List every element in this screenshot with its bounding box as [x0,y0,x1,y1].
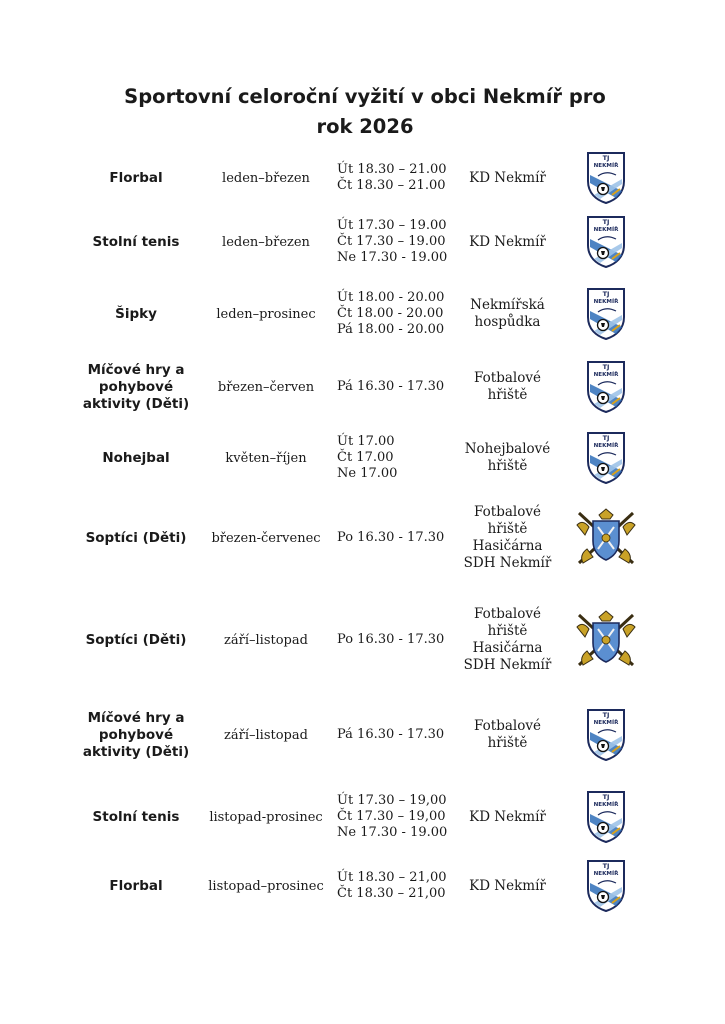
place-line: hospůdka [474,314,541,330]
period-text: listopad-prosinec [209,809,323,825]
times-line: Čt 17.30 – 19.00 [337,234,446,249]
svg-text:TJ: TJ [602,363,610,371]
place [455,426,560,490]
activity-line: Florbal [109,169,163,186]
activity-line: Stolní tenis [92,808,180,825]
club-logo [570,596,642,684]
tj-nekmir-crest-icon [586,859,626,913]
times-line: Čt 18.30 – 21.00 [337,178,446,193]
club-logo [570,859,642,913]
times-line: Út 17.00 [337,434,395,449]
club-logo [570,702,642,768]
activity-name [70,354,202,420]
activity-line: Míčové hry a [87,361,185,378]
title-line: rok 2026 [316,115,414,138]
schedule-row [0,859,725,913]
activity-line: pohybové [98,726,174,743]
period [205,151,327,205]
times [337,282,457,346]
activity-line: Nohejbal [102,449,170,466]
times [337,354,457,420]
place-line: KD Nekmíř [469,233,546,250]
place-line: hřiště [487,521,528,537]
place-line: SDH Nekmíř [463,657,552,673]
svg-text:TJ: TJ [602,434,610,442]
svg-text:TJ: TJ [602,218,610,226]
tj-nekmir-crest-icon [586,708,626,762]
times-line: Ne 17.30 - 19.00 [337,250,448,265]
place [455,786,560,848]
period [205,702,327,768]
svg-text:NEKMÍŘ: NEKMÍŘ [593,163,619,169]
club-logo [570,212,642,272]
times-line: Út 17.30 – 19,00 [337,793,447,808]
times [337,494,457,582]
svg-text:NEKMÍŘ: NEKMÍŘ [593,227,619,233]
activity-line: Florbal [109,877,163,894]
period [205,494,327,582]
period [205,596,327,684]
activity-name [70,151,202,205]
times [337,151,457,205]
club-logo [570,354,642,420]
activity-line: aktivity (Děti) [82,395,190,412]
svg-text:NEKMÍŘ: NEKMÍŘ [593,871,619,877]
period-text: listopad–prosinec [208,878,324,894]
place-line: hřiště [487,623,528,639]
activity-line: Šipky [115,305,157,322]
times-line: Pá 16.30 - 17.30 [337,727,445,742]
svg-text:TJ: TJ [602,290,610,298]
place-line: Nekmířská [470,297,545,313]
period [205,786,327,848]
place [455,494,560,582]
activity-name [70,426,202,490]
sdh-fire-brigade-emblem-icon [573,607,639,673]
svg-text:NEKMÍŘ: NEKMÍŘ [593,299,619,305]
times-line: Ne 17.00 [337,466,398,481]
activity-line: Stolní tenis [92,233,180,250]
tj-nekmir-crest-icon [586,790,626,844]
activity-name [70,282,202,346]
place [455,212,560,272]
schedule-row [0,212,725,272]
period-text: leden–prosinec [216,306,316,322]
times-line: Po 16.30 - 17.30 [337,632,445,647]
activity-name [70,596,202,684]
times [337,786,457,848]
period-text: květen–říjen [225,450,307,466]
times-line: Ne 17.30 - 19.00 [337,825,448,840]
place-line: Fotbalové [474,606,541,622]
place-line: KD Nekmíř [469,169,546,186]
place [455,151,560,205]
tj-nekmir-crest-icon [586,287,626,341]
club-logo [570,426,642,490]
times-line: Čt 18.00 - 20.00 [337,306,444,321]
club-logo [570,151,642,205]
sdh-fire-brigade-emblem-icon [573,505,639,571]
place-line: KD Nekmíř [469,877,546,894]
place-line: Fotbalové [474,370,541,386]
club-logo [570,282,642,346]
schedule-row [0,151,725,205]
place-line: hřiště [487,735,528,751]
times-line: Út 18.00 - 20.00 [337,290,445,305]
schedule-row [0,426,725,490]
activity-name [70,786,202,848]
place [455,702,560,768]
place [455,354,560,420]
period-text: září–listopad [224,632,308,648]
place-line: hřiště [487,458,528,474]
title-line: Sportovní celoroční vyžití v obci Nekmíř pro [124,85,606,108]
times [337,212,457,272]
period [205,282,327,346]
activity-name [70,212,202,272]
times [337,859,457,913]
svg-text:NEKMÍŘ: NEKMÍŘ [593,802,619,808]
svg-text:NEKMÍŘ: NEKMÍŘ [593,372,619,378]
times-line: Čt 18.30 – 21,00 [337,886,446,901]
svg-text:NEKMÍŘ: NEKMÍŘ [593,443,619,449]
svg-text:TJ: TJ [602,711,610,719]
times [337,702,457,768]
tj-nekmir-crest-icon [586,431,626,485]
period [205,212,327,272]
times [337,596,457,684]
times [337,426,457,490]
times-line: Pá 18.00 - 20.00 [337,322,445,337]
place-line: hřiště [487,387,528,403]
period [205,426,327,490]
period-text: březen–červen [217,379,315,395]
times-line: Čt 17.00 [337,450,394,465]
period [205,859,327,913]
schedule-row [0,494,725,582]
times-line: Čt 17.30 – 19,00 [337,809,446,824]
tj-nekmir-crest-icon [586,360,626,414]
place-line: Fotbalové [474,504,541,520]
times-line: Út 17.30 – 19.00 [337,218,447,233]
activity-name [70,859,202,913]
tj-nekmir-crest-icon [586,215,626,269]
activity-line: aktivity (Děti) [82,743,190,760]
club-logo [570,494,642,582]
activity-line: Míčové hry a [87,709,185,726]
club-logo [570,786,642,848]
svg-text:TJ: TJ [602,793,610,801]
schedule-row [0,282,725,346]
times-line: Út 18.30 – 21.00 [337,162,447,177]
schedule-row [0,354,725,420]
activity-line: Soptíci (Děti) [85,631,187,648]
page-title [60,82,670,142]
activity-name [70,494,202,582]
svg-text:TJ: TJ [602,154,610,162]
activity-line: Soptíci (Děti) [85,529,187,546]
times-line: Pá 16.30 - 17.30 [337,379,445,394]
place-line: KD Nekmíř [469,808,546,825]
period-text: leden–březen [222,234,310,250]
place [455,596,560,684]
period-text: září–listopad [224,727,308,743]
times-line: Po 16.30 - 17.30 [337,530,445,545]
place [455,859,560,913]
period [205,354,327,420]
schedule-row [0,786,725,848]
place-line: Nohejbalové [464,441,551,457]
period-text: leden–březen [222,170,310,186]
times-line: Út 18.30 – 21,00 [337,870,447,885]
tj-nekmir-crest-icon [586,151,626,205]
place-line: SDH Nekmíř [463,555,552,571]
place-line: Fotbalové [474,718,541,734]
period-text: březen-červenec [211,530,321,546]
svg-text:NEKMÍŘ: NEKMÍŘ [593,720,619,726]
place-line: Hasičárna [472,538,543,554]
activity-name [70,702,202,768]
schedule-row [0,596,725,684]
place-line: Hasičárna [472,640,543,656]
schedule-row [0,702,725,768]
place [455,282,560,346]
svg-text:TJ: TJ [602,862,610,870]
activity-line: pohybové [98,378,174,395]
